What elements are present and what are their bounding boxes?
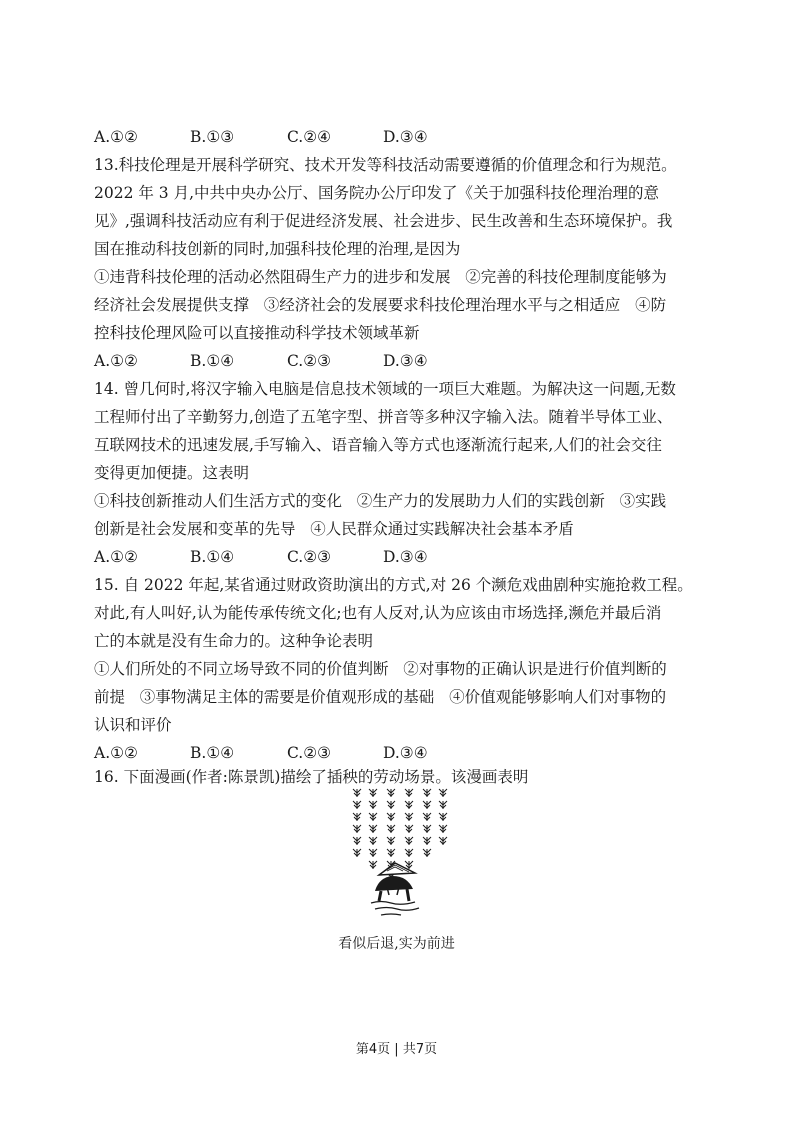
seedling	[423, 849, 431, 857]
seedling	[369, 849, 377, 857]
q12-option-c: C.②④	[287, 128, 332, 146]
seedling	[439, 789, 447, 797]
q13-line: 2022 年 3 月,中共中央办公厅、国务院办公厅印发了《关于加强科技伦理治理的意	[94, 184, 660, 202]
q12-option-b: B.①③	[190, 128, 235, 146]
q14-line: 变得更加便捷。这表明	[94, 464, 250, 482]
seedling	[353, 849, 361, 857]
q13-option-a: A.①②	[94, 352, 138, 370]
q15-line: 亡的本就是没有生命力的。这种争论表明	[94, 632, 374, 650]
seedling	[387, 813, 395, 821]
q15-option-c: C.②③	[287, 744, 332, 762]
seedling	[405, 837, 413, 845]
q13-option-b: B.①④	[190, 352, 235, 370]
seedling	[369, 801, 377, 809]
seedling	[353, 801, 361, 809]
q15-line: 对此,有人叫好,认为能传承传统文化;也有人反对,认为应该由市场选择,濒危并最后消	[94, 604, 662, 622]
seedling	[387, 849, 395, 857]
seedling	[387, 837, 395, 845]
q13-choice-line: ①违背科技伦理的活动必然阻碍生产力的进步和发展 ②完善的科技伦理制度能够为	[94, 268, 667, 286]
q14-option-a: A.①②	[94, 548, 138, 566]
q14-option-c: C.②③	[287, 548, 332, 566]
seedling	[369, 861, 377, 869]
seedling	[369, 837, 377, 845]
rice-planting-cartoon	[335, 783, 459, 923]
q14-option-b: B.①④	[190, 548, 235, 566]
q14-choice-line: ①科技创新推动人们生活方式的变化 ②生产力的发展助力人们的实践创新 ③实践	[94, 492, 667, 510]
q15-choice-line: 认识和评价	[94, 716, 172, 734]
seedling	[387, 801, 395, 809]
q15-choice-line: 前提 ③事物满足主体的需要是价值观形成的基础 ④价值观能够影响人们对事物的	[94, 688, 667, 706]
q14-option-d: D.③④	[383, 548, 428, 566]
seedling	[439, 837, 447, 845]
q13-option-d: D.③④	[383, 352, 428, 370]
seedling	[405, 825, 413, 833]
seedling	[387, 789, 395, 797]
seedling	[405, 789, 413, 797]
seedling	[353, 813, 361, 821]
q14-choice-line: 创新是社会发展和变革的先导 ④人民群众通过实践解决社会基本矛盾	[94, 520, 574, 538]
q15-line: 15. 自 2022 年起,某省通过财政资助演出的方式,对 26 个濒危戏曲剧种实施抢救工程。	[94, 576, 693, 594]
q14-line: 工程师付出了辛勤努力,创造了五笔字型、拼音等多种汉字输入法。随着半导体工业、	[94, 408, 673, 426]
seedling	[369, 789, 377, 797]
q16-stem: 16. 下面漫画(作者:陈景凯)描绘了插秧的劳动场景。该漫画表明	[94, 768, 529, 786]
q14-line: 互联网技术的迅速发展,手写输入、语音输入等方式也逐渐流行起来,人们的社会交往	[94, 436, 662, 454]
seedling	[369, 825, 377, 833]
q15-option-d: D.③④	[383, 744, 428, 762]
q15-option-a: A.①②	[94, 744, 138, 762]
seedling	[423, 825, 431, 833]
seedling	[423, 813, 431, 821]
q14-line: 14. 曾几何时,将汉字输入电脑是信息技术领域的一项巨大难题。为解决这一问题,无数	[94, 380, 676, 398]
seedling	[405, 849, 413, 857]
seedling	[353, 789, 361, 797]
seedling	[369, 813, 377, 821]
seedling	[423, 789, 431, 797]
q15-option-b: B.①④	[190, 744, 235, 762]
q13-choice-line: 控科技伦理风险可以直接推动科学技术领域革新	[94, 324, 420, 342]
cartoon-caption: 看似后退,实为前进	[338, 936, 455, 952]
water-ripples	[371, 902, 419, 916]
seedling	[353, 825, 361, 833]
q13-line: 见》,强调科技活动应有利于促进经济发展、社会进步、民生改善和生态环境保护。我	[94, 212, 673, 230]
page-footer: 第4页 | 共7页	[355, 1042, 438, 1057]
q13-line: 13.科技伦理是开展科学研究、技术开发等科技活动需要遵循的价值理念和行为规范。	[94, 156, 677, 174]
q15-choice-line: ①人们所处的不同立场导致不同的价值判断 ②对事物的正确认识是进行价值判断的	[94, 660, 667, 678]
seedling	[439, 801, 447, 809]
seedling	[439, 825, 447, 833]
seedling	[387, 825, 395, 833]
seedling	[423, 837, 431, 845]
seedling	[405, 813, 413, 821]
seedling	[405, 801, 413, 809]
q13-option-c: C.②③	[287, 352, 332, 370]
q12-option-d: D.③④	[383, 128, 428, 146]
q12-option-a: A.①②	[94, 128, 138, 146]
seedling	[353, 837, 361, 845]
q13-line: 国在推动科技创新的同时,加强科技伦理的治理,是因为	[94, 240, 461, 258]
q13-choice-line: 经济社会发展提供支撑 ③经济社会的发展要求科技伦理治理水平与之相适应 ④防	[94, 296, 667, 314]
seedling	[439, 813, 447, 821]
seedling	[423, 801, 431, 809]
